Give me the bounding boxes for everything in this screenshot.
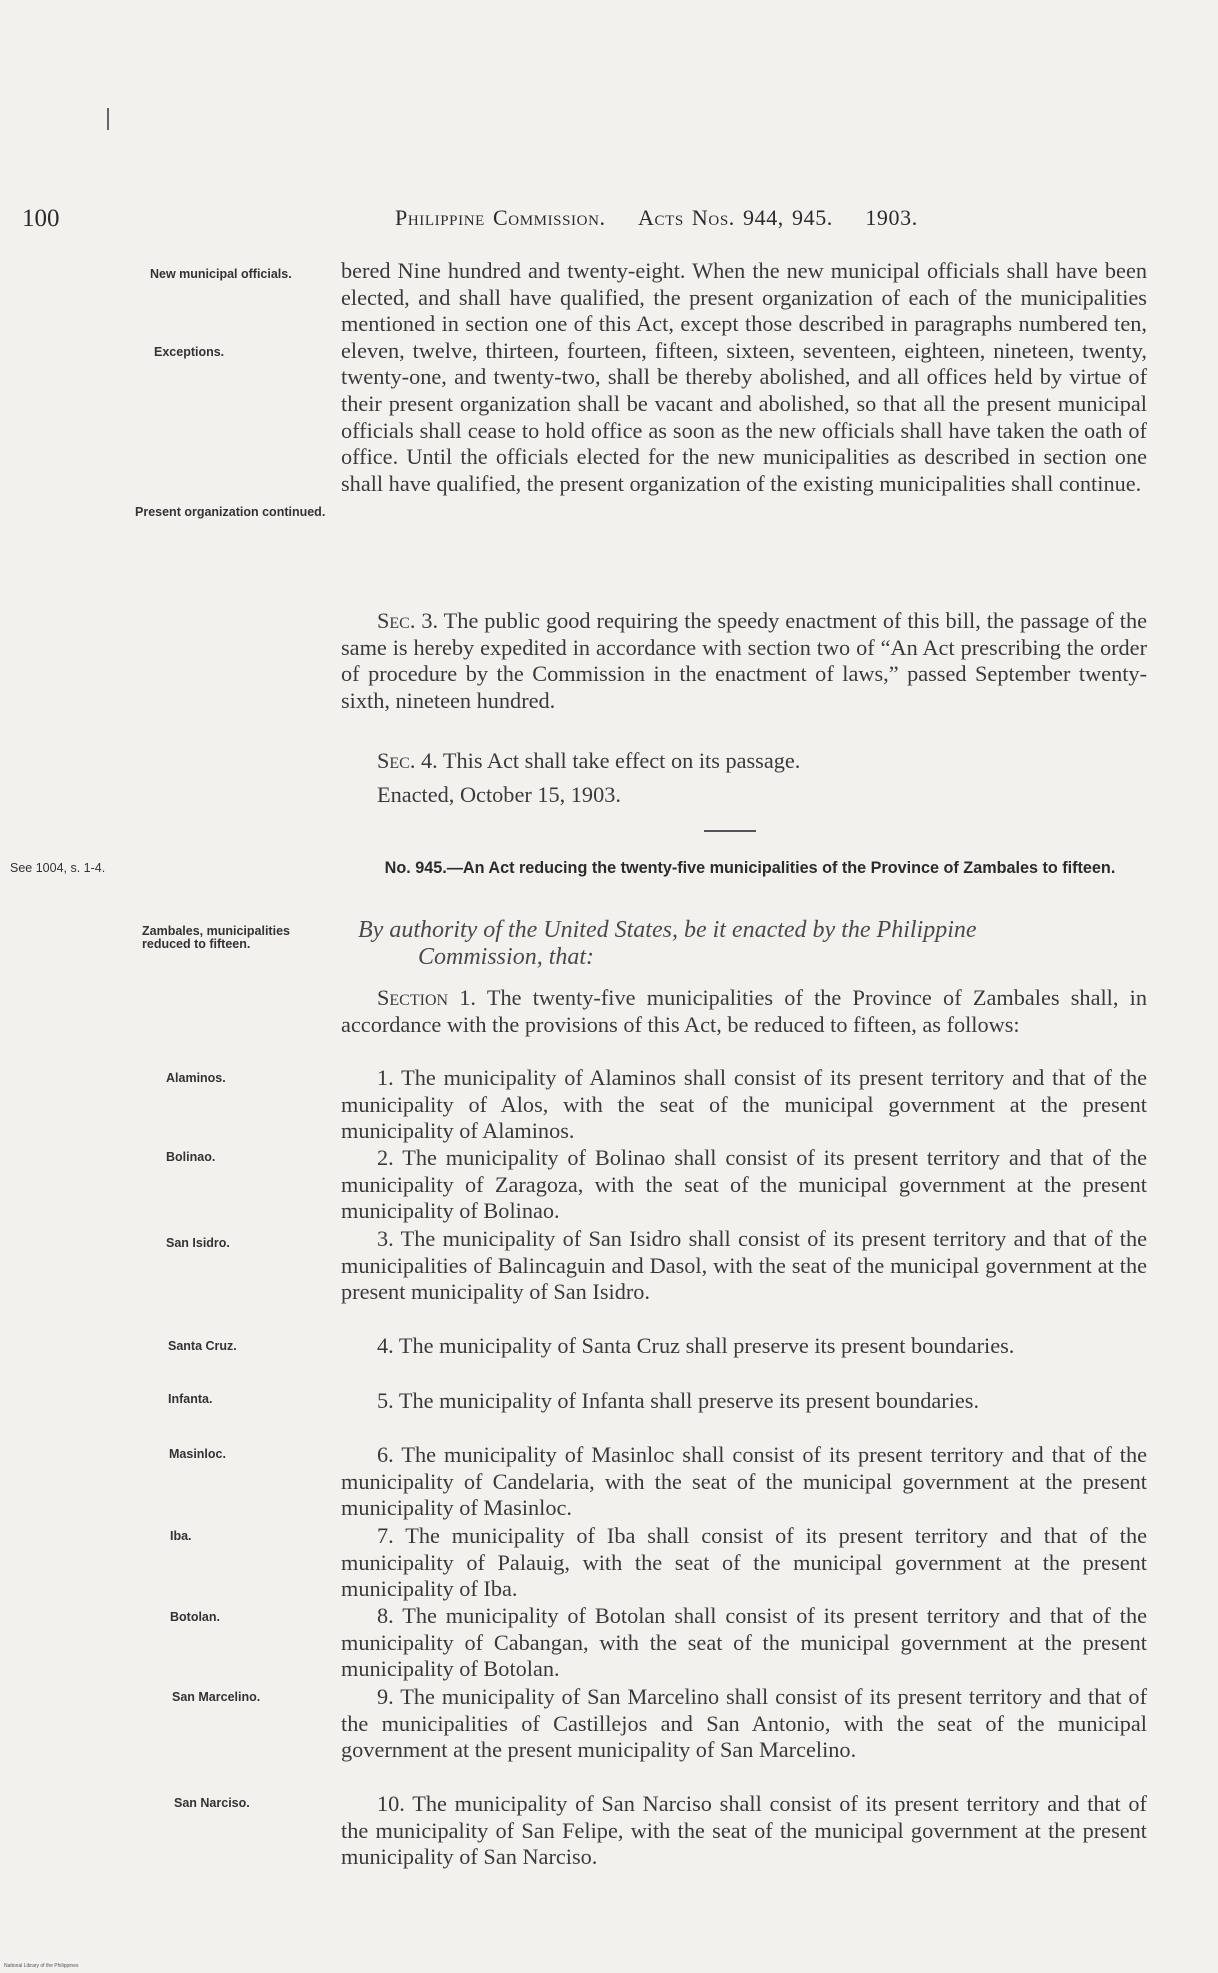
margin-note-exceptions: Exceptions. bbox=[154, 345, 225, 359]
margin-note-san-narciso: San Narciso. bbox=[174, 1796, 250, 1810]
scan-mark bbox=[107, 108, 109, 130]
list-item-san-narciso: 10. The municipality of San Narciso shall consist of its present territory and that of the municipality of San Felipe, with the seat of the municipal government at the present municipality of San Narciso. bbox=[341, 1791, 1147, 1870]
section-divider bbox=[704, 830, 756, 832]
act945-section-1 bbox=[341, 985, 1147, 1038]
list-item-iba: 7. The municipality of Iba shall consist of its present territory and that of the municipality of Palauig, with the seat of the municipal government at the present municipality of Iba. bbox=[341, 1523, 1147, 1602]
section-1-label: Section 1. bbox=[377, 985, 477, 1010]
list-item-san-isidro: 3. The municipality of San Isidro shall consist of its present territory and that of the municipalities of Balincaguin and Dasol, with the seat of the municipal government at the present municipality of San Isidro. bbox=[341, 1226, 1147, 1305]
list-item-infanta: 5. The municipality of Infanta shall preserve its present boundaries. bbox=[377, 1388, 980, 1413]
section-3-text: The public good requiring the speedy enactment of this bill, the passage of the same is hereby expedited in accordance with section two of “An Act prescribing the order of procedure by the Commission in the enactment of laws,” passed September twenty-sixth, nineteen hundred. bbox=[341, 608, 1148, 713]
list-item-masinloc: 6. The municipality of Masinloc shall consist of its present territory and that of the municipality of Candelaria, with the seat of the municipal government at the present municipality of Masinloc. bbox=[341, 1442, 1147, 1521]
section-3-label: Sec. 3. bbox=[377, 608, 439, 633]
list-item-bolinao: 2. The municipality of Bolinao shall consist of its present territory and that of the municipality of Zaragoza, with the seat of the municipal government at the present municipality of Bolinao. bbox=[341, 1145, 1147, 1224]
margin-note-san-isidro: San Isidro. bbox=[166, 1236, 230, 1250]
list-item-botolan: 8. The municipality of Botolan shall consist of its present territory and that of the municipality of Cabangan, with the seat of the municipal government at the present municipality of Botolan. bbox=[341, 1603, 1147, 1682]
act944-continuation: bered Nine hundred and twenty-eight. When the new municipal officials shall have been elected, and shall have qualified, the present organization of each of the municipalities mentioned in section one of this Act, except those described in paragraphs numbered ten, eleven, twelve, thirteen, fourteen, fifteen, sixteen, seventeen, eighteen, nineteen, twenty, twenty-one, and twenty-two, shall be thereby abolished, and all offices held by virtue of their present organization shall be vacant and abolished, so that all the present municipal officials shall cease to hold office as soon as the new officials shall have taken the oath of office. Until the officials elected for the new municipalities as described in section one shall have qualified, the present organization of the existing municipalities shall continue. bbox=[341, 258, 1147, 496]
section-4-text: This Act shall take effect on its passage. bbox=[442, 748, 801, 773]
running-head-acts: Acts Nos. 944, 945. bbox=[638, 205, 833, 230]
margin-note-new-officials: New municipal officials. bbox=[150, 267, 292, 281]
margin-note-santa-cruz: Santa Cruz. bbox=[168, 1339, 237, 1353]
act944-section-4 bbox=[341, 748, 1147, 775]
list-item-alaminos: 1. The municipality of Alaminos shall consist of its present territory and that of the municipality of Alos, with the seat of the municipal government at the present municipality of Alaminos. bbox=[341, 1065, 1147, 1144]
margin-note-alaminos: Alaminos. bbox=[166, 1071, 226, 1085]
list-item-santa-cruz: 4. The municipality of Santa Cruz shall preserve its present boundaries. bbox=[377, 1333, 1015, 1358]
running-head-commission: Philippine Commission. bbox=[395, 205, 606, 230]
margin-note-zambales: Zambales, municipalities reduced to fifteen. bbox=[142, 924, 290, 951]
enacting-clause-line-2: Commission, that: bbox=[418, 944, 595, 970]
enacting-clause-line-1: By authority of the United States, be it enacted by the Philippine bbox=[358, 917, 977, 943]
section-4-label: Sec. 4. bbox=[377, 748, 438, 773]
running-head-year: 1903. bbox=[865, 205, 918, 230]
running-head bbox=[395, 205, 918, 231]
enacting-clause bbox=[358, 917, 1158, 971]
margin-note-botolan: Botolan. bbox=[170, 1610, 220, 1624]
act944-enacted: Enacted, October 15, 1903. bbox=[377, 782, 621, 807]
margin-note-masinloc: Masinloc. bbox=[169, 1447, 226, 1461]
margin-note-infanta: Infanta. bbox=[168, 1392, 213, 1406]
margin-note-iba: Iba. bbox=[170, 1529, 192, 1543]
margin-note-bolinao: Bolinao. bbox=[166, 1150, 216, 1164]
act945-title: No. 945.—An Act reducing the twenty-five municipalities of the Province of Zambales to fifteen. bbox=[384, 859, 1116, 877]
library-footer: National Library of the Philippines bbox=[4, 1963, 79, 1969]
list-item-san-marcelino: 9. The municipality of San Marcelino shall consist of its present territory and that of the municipalities of Castillejos and San Antonio, with the seat of the municipal government at the present municipality of San Marcelino. bbox=[341, 1684, 1147, 1763]
act944-section-3 bbox=[341, 608, 1147, 714]
margin-note-present-organization: Present organization continued. bbox=[135, 505, 326, 519]
margin-note-see-reference: See 1004, s. 1-4. bbox=[10, 861, 106, 875]
margin-note-san-marcelino: San Marcelino. bbox=[172, 1690, 261, 1704]
page-number: 100 bbox=[22, 205, 60, 232]
section-1-text: The twenty-five municipalities of the Province of Zambales shall, in accordance with the provisions of this Act, be reduced to fifteen, as follows: bbox=[341, 985, 1148, 1037]
